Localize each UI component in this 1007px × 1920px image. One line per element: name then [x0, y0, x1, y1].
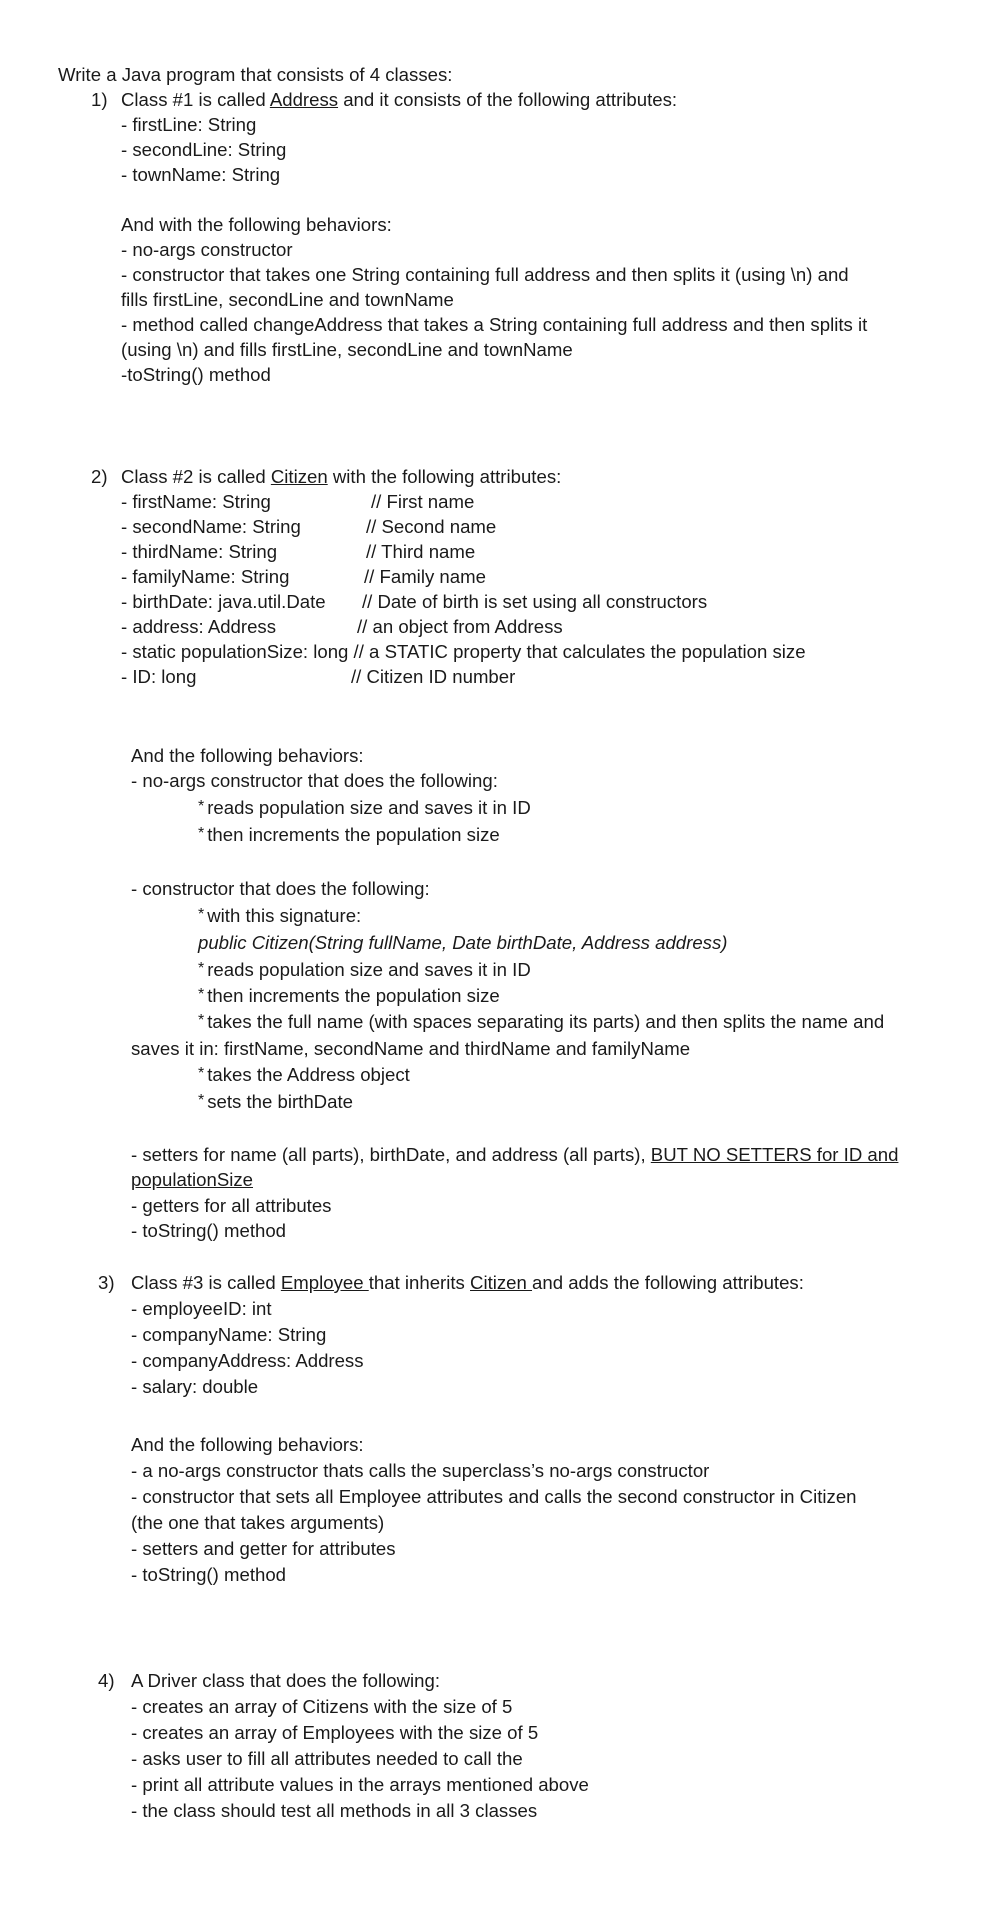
class-name-employee: Employee	[280, 1272, 369, 1293]
section-2-heading-pre: Class #2 is called	[121, 466, 271, 487]
section-3-heading-a: Class #3 is called	[131, 1272, 281, 1293]
attr-second-line: - secondLine: String	[121, 139, 287, 160]
comment-family-name: // Family name	[364, 566, 486, 587]
section-3-behavior-1: - a no-args constructor thats calls the superclass’s no-args constructor	[131, 1460, 710, 1481]
comment-second-name: // Second name	[366, 516, 497, 537]
section-3-behavior-4: - toString() method	[131, 1564, 287, 1585]
attr-family-name: - familyName: String	[121, 566, 290, 587]
attr-id: - ID: long	[121, 666, 197, 687]
asterisk-icon: *	[198, 1065, 205, 1082]
constructor-heading: - constructor that does the following:	[131, 878, 430, 899]
section-3-behavior-3: - setters and getter for attributes	[131, 1538, 396, 1559]
attr-town-name: - townName: String	[121, 164, 281, 185]
section-1-behavior-2a: - constructor that takes one String containing full address and then splits it (using \n) and	[121, 264, 849, 285]
attr-address: - address: Address	[121, 616, 277, 637]
driver-item-5: - the class should test all methods in all 3 classes	[131, 1800, 538, 1821]
intro-line: Write a Java program that consists of 4 classes:	[58, 64, 453, 85]
constructor-step-1	[198, 903, 361, 930]
section-1-heading-pre: Class #1 is called	[121, 89, 270, 110]
constructor-step-3-text: then increments the population size	[207, 985, 500, 1006]
constructor-step-1-text: with this signature:	[207, 905, 362, 926]
driver-item-1: - creates an array of Citizens with the size of 5	[131, 1696, 513, 1717]
section-1-heading-post: and it consists of the following attributes:	[338, 89, 678, 110]
setters-line	[131, 1142, 898, 1167]
attr-birth-date: - birthDate: java.util.Date	[121, 591, 326, 612]
section-3-heading-b: that inherits	[368, 1272, 471, 1293]
constructor-step-6	[198, 1089, 353, 1116]
section-2-behaviors-heading: And the following behaviors:	[131, 745, 364, 766]
attr-salary: - salary: double	[131, 1376, 259, 1397]
getters-line: - getters for all attributes	[131, 1195, 332, 1216]
constructor-step-5-text: takes the Address object	[207, 1064, 410, 1085]
attr-second-name: - secondName: String	[121, 516, 301, 537]
attr-third-name: - thirdName: String	[121, 541, 278, 562]
attr-company-address: - companyAddress: Address	[131, 1350, 364, 1371]
section-1-behaviors-heading: And with the following behaviors:	[121, 214, 392, 235]
comment-id: // Citizen ID number	[351, 666, 516, 687]
constructor-step-4-cont: saves it in: firstName, secondName and thirdName and familyName	[131, 1038, 691, 1059]
asterisk-icon: *	[198, 825, 205, 842]
citizen-tostring-line: - toString() method	[131, 1220, 287, 1241]
section-3-number: 3)	[98, 1272, 115, 1293]
asterisk-icon: *	[198, 986, 205, 1003]
constructor-signature: public Citizen(String fullName, Date birthDate, Address address)	[198, 932, 728, 953]
asterisk-icon: *	[198, 960, 205, 977]
class-name-citizen-ref: Citizen	[470, 1272, 533, 1293]
asterisk-icon: *	[198, 906, 205, 923]
section-3-behavior-2b: (the one that takes arguments)	[131, 1512, 385, 1533]
setters-text: - setters for name (all parts), birthDate, and address (all parts),	[131, 1144, 651, 1165]
section-2-heading	[121, 464, 561, 489]
section-1-behavior-3b: (using \n) and fills firstLine, secondLine and townName	[121, 339, 573, 360]
no-setters-note: BUT NO SETTERS for ID and	[650, 1144, 899, 1165]
section-1-behavior-1: - no-args constructor	[121, 239, 293, 260]
driver-item-2: - creates an array of Employees with the size of 5	[131, 1722, 539, 1743]
constructor-step-2-text: reads population size and saves it in ID	[207, 959, 531, 980]
asterisk-icon: *	[198, 1092, 205, 1109]
section-3-heading	[131, 1270, 804, 1295]
driver-item-3: - asks user to fill all attributes needed to call the	[131, 1748, 523, 1769]
comment-address: // an object from Address	[357, 616, 563, 637]
asterisk-icon: *	[198, 798, 205, 815]
comment-third-name: // Third name	[366, 541, 476, 562]
no-setters-note-cont: populationSize	[131, 1169, 253, 1190]
driver-item-4: - print all attribute values in the arrays mentioned above	[131, 1774, 589, 1795]
attr-population-size: - static populationSize: long // a STATIC property that calculates the population size	[121, 641, 806, 662]
attr-first-line: - firstLine: String	[121, 114, 257, 135]
attr-employee-id: - employeeID: int	[131, 1298, 272, 1319]
class-name-address: Address	[269, 89, 339, 110]
section-1-number: 1)	[91, 89, 108, 110]
section-4-number: 4)	[98, 1670, 115, 1691]
constructor-step-5	[198, 1062, 410, 1089]
constructor-step-4	[198, 1009, 884, 1036]
section-3-behaviors-heading: And the following behaviors:	[131, 1434, 364, 1455]
asterisk-icon: *	[198, 1012, 205, 1029]
constructor-step-2	[198, 957, 531, 984]
noargs-step-1-text: reads population size and saves it in ID	[207, 797, 531, 818]
constructor-step-6-text: sets the birthDate	[207, 1091, 353, 1112]
section-2-heading-post: with the following attributes:	[327, 466, 562, 487]
class-name-citizen: Citizen	[270, 466, 328, 487]
section-3-heading-c: and adds the following attributes:	[532, 1272, 804, 1293]
comment-first-name: // First name	[371, 491, 475, 512]
section-1-behavior-3a: - method called changeAddress that takes a String containing full address and then splits it	[121, 314, 868, 335]
section-1-heading	[121, 87, 677, 112]
section-1-behavior-2b: fills firstLine, secondLine and townName	[121, 289, 454, 310]
section-1-behavior-4: -toString() method	[121, 364, 271, 385]
section-4-heading: A Driver class that does the following:	[131, 1670, 441, 1691]
comment-birth-date: // Date of birth is set using all constructors	[362, 591, 708, 612]
section-3-behavior-2a: - constructor that sets all Employee attributes and calls the second constructor in Citizen	[131, 1486, 857, 1507]
noargs-constructor-heading: - no-args constructor that does the following:	[131, 770, 498, 791]
noargs-step-2-text: then increments the population size	[207, 824, 500, 845]
noargs-step-2	[198, 822, 500, 849]
section-2-number: 2)	[91, 466, 108, 487]
noargs-step-1	[198, 795, 531, 822]
attr-company-name: - companyName: String	[131, 1324, 327, 1345]
attr-first-name: - firstName: String	[121, 491, 271, 512]
constructor-step-3	[198, 983, 500, 1010]
constructor-step-4-text: takes the full name (with spaces separating its parts) and then splits the name and	[207, 1011, 885, 1032]
